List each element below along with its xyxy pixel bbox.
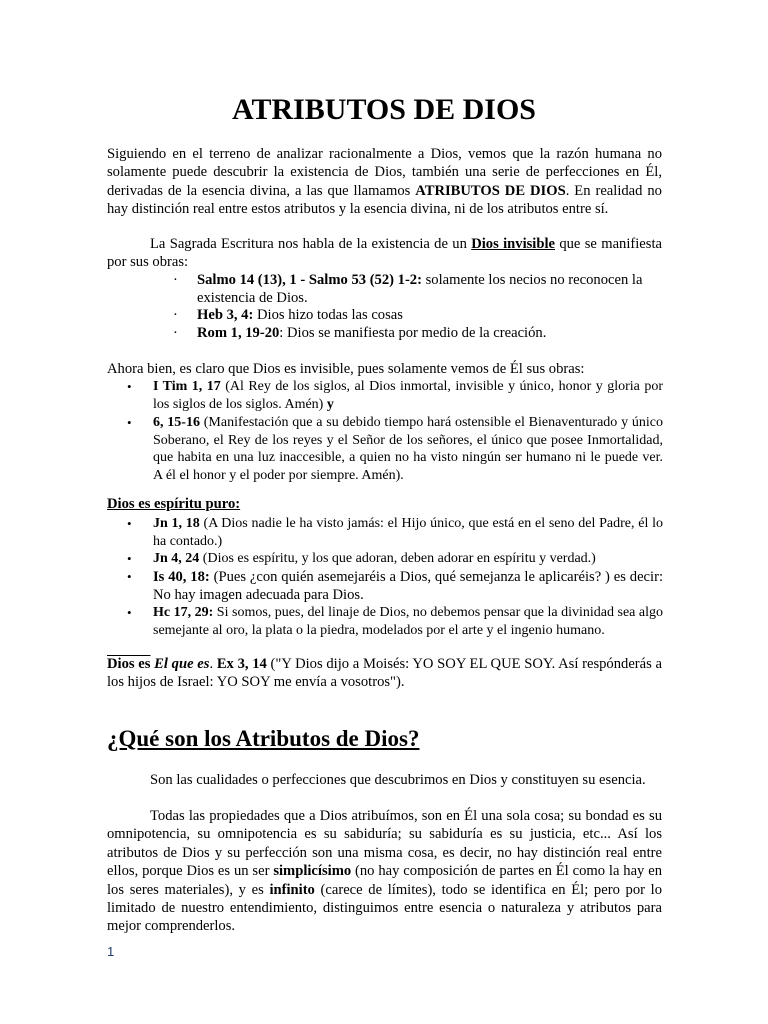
document-title: ATRIBUTOS DE DIOS — [232, 93, 536, 126]
escritura-paragraph: La Sagrada Escritura nos habla de la existencia de un Dios invisible que se manifiesta por sus obras: — [107, 236, 662, 271]
document-page: ATRIBUTOS DE DIOS Siguiendo en el terreno de analizar racionalmente a Dios, vemos que la razón humana no solamente puede descubrir la existencia de Dios, también una serie de perfecciones en Él, derivadas de la esencia divina, a las que llamamos ATRIBUTOS DE DIOS. En realidad no hay distinción real entre estos atributos y la esencia divina, ni de los atributos entre sí. La Sagrada Escritura nos habla de la existencia de un Dios invisible que se manifiesta por sus obras: · Salmo 14 (13), 1 - Salmo 53 (52) 1-2: solamente los necios no reconocen la existencia de Dios. · Heb 3, 4: Dios hizo todas las cosas · Rom 1, 19-20: Dios se manifiesta por medio de la creación. Ahora bien, es claro que Dios es invisible, pues solamente vemos de Él sus obras: • I Tim 1, 17 (Al Rey de los siglos, al Dios inmortal, invisible y único, honor y gloria por los siglos de los siglos. Amén) y • 6, 15-16 (Manifestación que a su debido tiempo hará ostensible el Bienaventurado y único Soberano, el Rey de los reyes y el Señor de los señores, el único que posee Inmortalidad, que habita en una luz inaccesible, a quien no ha visto ningún ser humano ni le puede ver. A él el honor y el poder por siempre. Amén). Dios es espíritu puro: • Jn 1, 18 (A Dios nadie le ha visto jamás: el Hijo único, que está en el seno del Padre, él lo ha contado.) • Jn 4, 24 (Dios es espíritu, y los que adoran, deben adorar en espíritu y verdad.) • Is 40, 18: (Pues ¿con quién asemejaréis a Dios, qué semejanza le aplicaréis? ) es decir: No hay imagen adecuada para Dios. • Hc 17, 29: Si somos, pues, del linaje de Dios, no debemos pensar que la divinidad sea algo semejante al oro, la plata o la piedra, modelados por el arte y el ingenio humano. Dios es El que es. Ex 3, 14 ("Y Dios dijo a Moisés: YO SOY EL QUE SOY. Así respónderás a los hijos de Israel: YO SOY me envía a vosotros"). ¿Qué son los Atributos de Dios? Son las cualidades o perfecciones que descubrimos en Dios y constituyen su esencia. Todas las propiedades que a Dios atribuímos, son en Él una sola cosa; su bondad es su omnipotencia, su omnipotencia es su sabiduría; su sabiduría es su justicia, etc... Así los atributos de Dios y su perfección son una misma cosa, es decir, no hay distinción real entre ellos, porque Dios es un ser simplicísimo (no hay composición de partes en Él como la hay en los seres materiales), y es infinito (carece de límites), todo se identifica en Él; pero por lo limitado de nuestro entendimiento, distinguimos entre esencia o naturaleza y atributos para mejor comprenderlos. 1 — [0, 0, 768, 1024]
section2-paragraph-2: Todas las propiedades que a Dios atribuímos, son en Él una sola cosa; su bondad es su omnipotencia, su omnipotencia es su sabiduría; su sabiduría es su justicia, etc... Así los atributos de Dios y su perfección son una misma cosa, es decir, no hay distinción real entre ellos, porque Dios es un ser simplicísimo (no hay composición de partes en Él como la hay en los seres materiales), y es infinito (carece de límites), todo se identifica en Él; pero por lo limitado de nuestro entendimiento, distinguimos entre esencia o naturaleza y atributos para mejor comprenderlos. — [107, 808, 663, 935]
dios-invisible-link: Dios invisible — [471, 236, 556, 252]
intro-paragraph: Siguiendo en el terreno de analizar racionalmente a Dios, vemos que la razón humana no solamente puede descubrir la existencia de Dios, también una serie de perfecciones en Él, derivadas de la esencia divina, a las que llamamos ATRIBUTOS DE DIOS. En realidad no hay distinción real entre estos atributos y la esencia divina, ni de los atributos entre sí. — [107, 146, 662, 218]
espiritu-heading: Dios es espíritu puro: — [107, 496, 241, 512]
page-number: 1 — [107, 944, 115, 959]
que-es-paragraph: Dios es El que es. Ex 3, 14 ("Y Dios dijo a Moisés: YO SOY EL QUE SOY. Así respónderás a los hijos de Israel: YO SOY me envía a vosotros"). — [107, 656, 663, 691]
section2-paragraph-1: Son las cualidades o perfecciones que descubrimos en Dios y constituyen su esencia. — [150, 772, 646, 788]
invisible-paragraph: Ahora bien, es claro que Dios es invisible, pues solamente vemos de Él sus obras: — [107, 361, 585, 377]
section-heading: ¿Qué son los Atributos de Dios? — [107, 726, 420, 751]
